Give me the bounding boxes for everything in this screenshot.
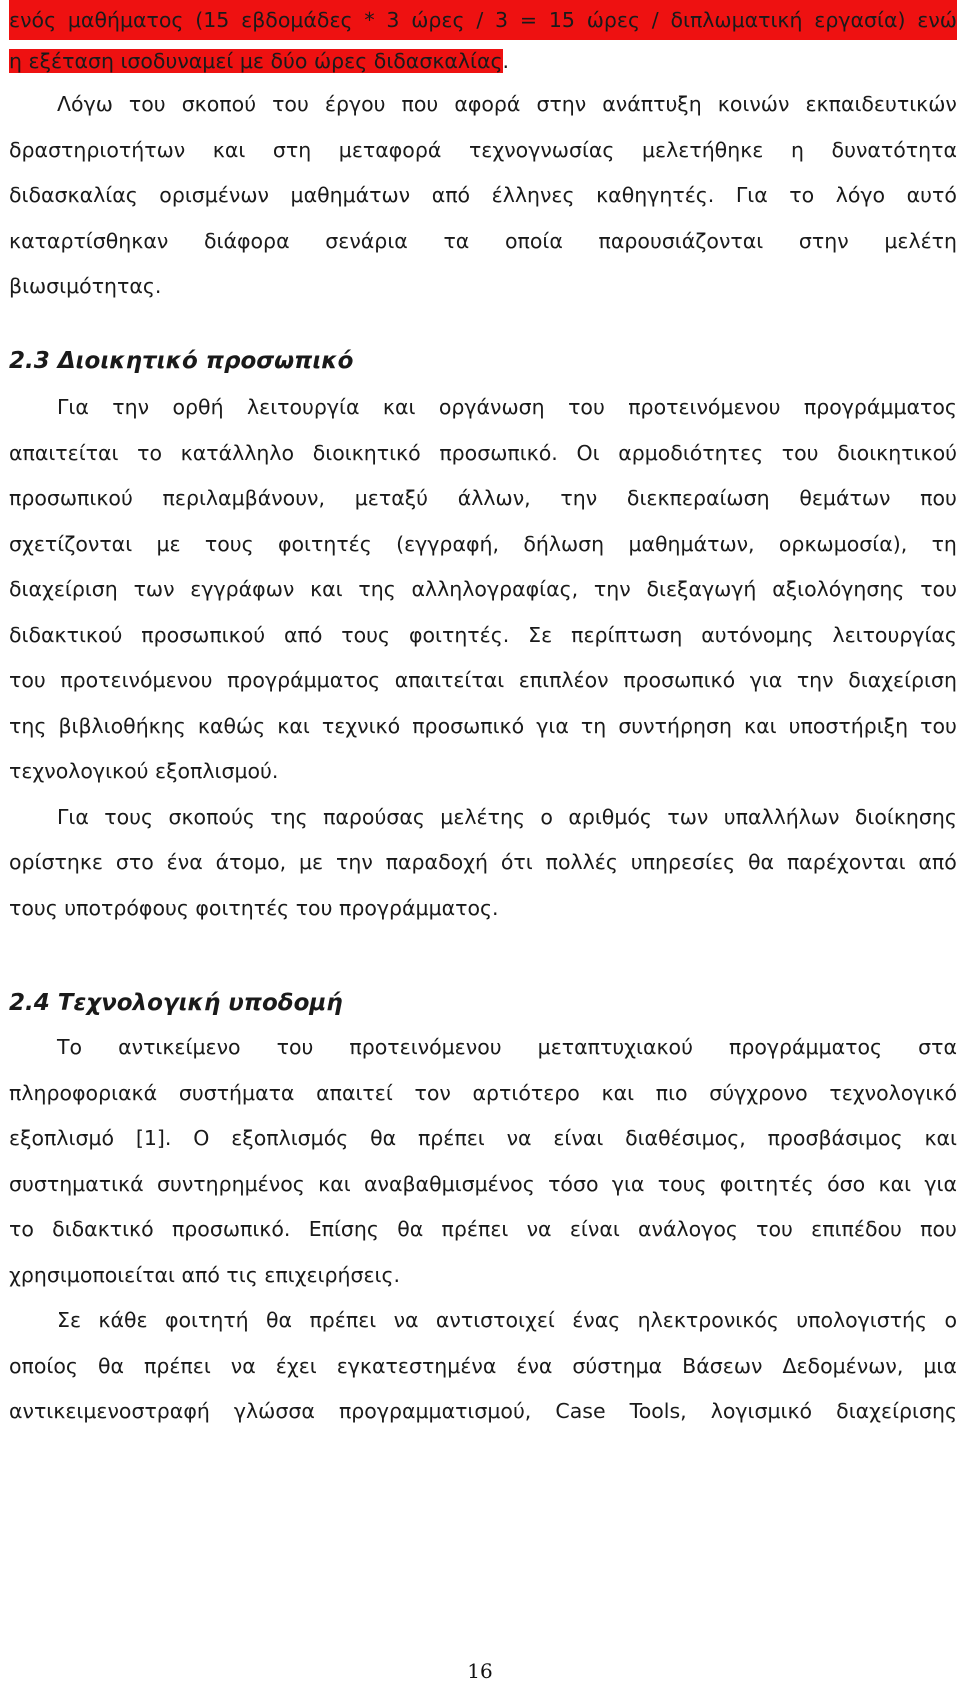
word: τους [104,804,154,829]
word: τον [414,1080,451,1105]
word: διαχείριση [848,668,957,692]
word: προτεινόμενου [628,395,781,419]
tech-line: χρησιμοποιείται από τις επιχειρήσεις. [9,1262,401,1287]
word: πληροφοριακά [9,1080,158,1105]
scope-paragraph [9,82,957,310]
word: εξοπλισμός [231,1126,349,1150]
word: προσωπικό [623,668,736,692]
word: ορίστηκε [9,850,103,874]
admin-line: τους υποτρόφους φοιτητές του προγράμματος. [9,895,499,920]
word: και [310,577,343,601]
word: μια [923,1353,957,1378]
word: αυτό [906,183,957,207]
word: διδακτικό [52,1217,154,1241]
word: του [9,668,46,692]
word: συστήματα [178,1080,295,1105]
word: την [112,395,150,419]
word: των [133,577,175,601]
word: καταρτίσθηκαν [9,228,169,253]
word: κοινών [717,92,790,116]
word: τεχνικό [321,713,401,738]
word: της [358,577,396,601]
word: εργασία) [814,8,906,32]
word: φοιτητές. [408,622,510,647]
word: προγράμματος [729,1035,883,1059]
word: απαιτείται [9,440,119,465]
word: τους [657,1171,707,1196]
word: συστηματικά [9,1171,144,1196]
word: το [789,183,815,207]
word: στα [918,1035,957,1059]
word: μελέτης [440,804,525,829]
word: κατάλληλο [180,440,295,465]
word: του [920,577,957,601]
word: διοίκησης [854,804,957,829]
word: να [506,1126,532,1150]
word: μεταφορά [338,137,442,162]
word: λόγο [835,183,886,207]
word: του [276,1035,314,1059]
word: μαθημάτων, [628,531,755,556]
word: ένας [572,1308,621,1332]
word: αντικείμενο [118,1035,241,1059]
word: των [667,804,709,829]
word: προγράμματος [227,668,381,692]
word: διαχείριση [9,577,118,601]
word: Οι [576,440,600,465]
word: του [272,92,309,116]
word: / [476,8,484,32]
word: της [270,804,308,829]
word: μαθημάτων [290,183,411,207]
word: λογισμικό [710,1399,813,1423]
word: υπαλλήλων [723,804,840,829]
word: και [744,713,777,738]
word: φοιτητές [719,1171,814,1196]
word: τη [931,531,957,556]
word: βιβλιοθήκης [58,713,186,738]
word: τη [580,713,607,738]
word: να [526,1217,552,1241]
word: υπηρεσίες [630,850,736,874]
word: ότι [500,850,533,874]
word: μεταξύ [354,486,429,510]
tech-paragraph-1 [9,1025,957,1298]
word: θα [97,1353,124,1378]
word: διοικητικό [312,440,421,465]
word: που [920,486,957,510]
tech-line [9,1162,957,1208]
word: διδακτικού [9,622,123,647]
word: για [536,713,569,738]
word: απαιτεί [316,1080,393,1105]
word: προσωπικό. [439,440,558,465]
word: καθώς [197,713,266,738]
scope-line-1 [9,82,957,128]
word: θα [748,850,775,874]
word: εξοπλισμό [9,1126,115,1150]
word: παρούσας [323,804,425,829]
word: την [796,668,834,692]
word: σύστημα [572,1353,663,1378]
tech-line [9,1116,957,1162]
word: αξιολόγησης [772,577,905,601]
highlighted-text: η εξέταση ισοδυναμεί με δύο ώρες διδασκαλίας [9,49,503,73]
tech-line [9,1071,957,1117]
word: κάθε [98,1308,148,1332]
page-number: 16 [467,1659,493,1683]
word: μαθήματος [67,8,184,32]
word: σύγχρονο [709,1080,808,1105]
word: προσωπικού [9,486,133,510]
scope-line-4 [9,219,957,265]
word: Για [735,183,768,207]
word: θα [266,1308,293,1332]
word: αλληλογραφίας, [411,577,579,601]
word: από [431,183,471,207]
word: 15 [548,8,575,32]
admin-line [9,704,957,750]
word: * [364,8,375,32]
word: οργάνωση [438,395,545,419]
word: γλώσσα [233,1399,315,1423]
word: ανάλογος [638,1217,738,1241]
word: στην [536,92,587,116]
word: και [212,137,246,162]
word: μελέτη [884,228,957,253]
word: περίπτωση [571,622,683,647]
admin-line [9,613,957,659]
section-heading-2-4: 2.4 Τεχνολογική υποδομή [9,990,343,1016]
word: που [401,92,439,116]
admin-line: τεχνολογικού εξοπλισμού. [9,759,279,783]
word: προγραμματισμού, [338,1399,532,1423]
word: προσωπικό. [171,1217,291,1241]
word: θα [397,1217,424,1241]
word: προτεινόμενου [349,1035,502,1059]
word: Βάσεων [682,1353,763,1378]
word: το [9,1217,34,1241]
word: Ο [193,1126,210,1150]
admin-line [9,567,957,613]
word: ενός [9,8,57,32]
word: διεξαγωγή [646,577,757,601]
word: συντήρηση [618,713,732,738]
word: διαχείρισης [836,1399,957,1423]
word: σχετίζονται [9,531,133,556]
word: περιλαμβάνουν, [162,486,326,510]
word: ενώ [917,8,957,32]
word: Σε [57,1308,82,1332]
word: διοικητικού [837,440,957,465]
word: το [137,440,163,465]
word: του [568,395,605,419]
word: εκπαιδευτικών [805,92,957,116]
word: υποστήριξη [788,713,909,738]
word: στο [115,850,154,874]
word: από [918,850,957,874]
word: Case [555,1399,606,1423]
word: του [781,440,819,465]
word: τα [443,228,470,253]
section-2-4-body [9,1025,957,1435]
word: την [593,577,631,601]
word: Για [57,804,89,829]
word: ορθή [172,395,224,419]
word: αντιστοιχεί [435,1308,555,1332]
word: Το [57,1035,83,1059]
word: προσωπικού [141,622,266,647]
word: προσωπικό [412,713,525,738]
word: και [277,713,310,738]
word: εγκατεστημένα [336,1353,497,1378]
word: αναβαθμισμένος [364,1171,535,1196]
word: τους [341,622,391,647]
word: σκοπού [181,92,257,116]
word: δραστηριοτήτων [9,137,186,162]
word: πρέπει [144,1353,211,1378]
word: και [382,395,416,419]
word: εγγράφων [190,577,295,601]
word: ώρες [586,8,640,32]
word: Λόγω [57,92,113,116]
word: ηλεκτρονικός [637,1308,779,1332]
word: αυτόνομης [701,622,814,647]
word: ένα [166,850,203,874]
admin-line [9,840,957,886]
word: απαιτείται [394,668,505,692]
intro-block [9,0,957,310]
word: του [756,1217,793,1241]
word: διπλωματική [670,8,803,32]
admin-line [9,431,957,477]
word: του [128,92,166,116]
word: δυνατότητα [831,137,957,162]
scope-line-5: βιωσιμότητας. [9,274,162,298]
word: διδασκαλίας [9,183,138,207]
word: ο [540,804,553,829]
word: τους [204,531,254,556]
word: μελετήθηκε [642,137,764,162]
word: αντικειμενοστραφή [9,1399,210,1423]
word: άτομο, [215,850,287,874]
word: αριθμός [568,804,652,829]
word: Δεδομένων, [782,1353,904,1378]
word: παραδοχή [385,850,488,874]
word: θεμάτων [799,486,891,510]
word: παρέχονται [786,850,906,874]
word: (εγγραφή, [396,531,499,556]
word: ανάπτυξη [602,92,702,116]
word: όσο [827,1171,866,1196]
word: / [651,8,659,32]
word: πιο [655,1080,688,1105]
word: σκοπούς [168,804,255,829]
word: δήλωση [523,531,605,556]
word: με [156,531,181,556]
word: 3 [495,8,509,32]
tech-line [9,1389,957,1435]
word: καθηγητές. [596,183,715,207]
word: για [924,1171,957,1196]
word: ένα [516,1353,553,1378]
word: αρμοδιότητες [618,440,764,465]
tech-line [9,1344,957,1390]
word: αρτιότερο [472,1080,580,1105]
word: στη [272,137,312,162]
word: διεκπεραίωση [626,486,770,510]
word: να [393,1308,419,1332]
word: ορισμένων [159,183,269,207]
word: = [519,8,538,32]
word: υπολογιστής [796,1308,928,1332]
word: φοιτητή [164,1308,249,1332]
word: σενάρια [325,228,408,253]
word: η [790,137,804,162]
word: Επίσης [308,1217,379,1241]
admin-line [9,795,957,841]
word: στην [798,228,849,253]
intro-line-1 [9,0,957,40]
tech-line [9,1207,957,1253]
word: θα [370,1126,397,1150]
highlight-tail: . [502,49,510,73]
word: τόσο [548,1171,599,1196]
scope-line-3 [9,173,957,219]
word: ώρες [411,8,465,32]
word: Σε [528,622,553,647]
word: 3 [386,8,400,32]
word: την [560,486,598,510]
word: οποία [504,228,563,253]
word: και [924,1126,957,1150]
word: του [920,713,957,738]
word: και [318,1171,351,1196]
word: με [298,850,324,874]
word: Για [57,395,89,419]
word: από [284,622,323,647]
admin-line [9,385,957,431]
word: τεχνογνωσίας [468,137,615,162]
word: εβδομάδες [241,8,353,32]
word: πολλές [545,850,618,874]
word: που [920,1217,957,1241]
word: πρέπει [441,1217,509,1241]
word: και [878,1171,912,1196]
word: την [336,850,373,874]
word: τεχνολογικό [829,1080,957,1105]
word: προτεινόμενου [60,668,213,692]
word: επιπλέον [518,668,609,692]
admin-line [9,522,957,568]
word: να [230,1353,256,1378]
word: μεταπτυχιακού [537,1035,693,1059]
word: της [9,713,47,738]
section-2-3-body [9,385,957,931]
word: λειτουργία [246,395,360,419]
word: ορκωμοσία), [778,531,908,556]
word: είναι [569,1217,620,1241]
word: για [611,1171,645,1196]
word: προγράμματος [803,395,957,419]
word: (15 [195,8,230,32]
word: έλληνες [491,183,575,207]
word: λειτουργίας [832,622,957,647]
word: διαθέσιμος, [625,1126,746,1150]
admin-line [9,658,957,704]
word: έργου [324,92,386,116]
word: για [749,668,783,692]
word: πρέπει [417,1126,485,1150]
word: οποίος [9,1353,78,1378]
word: Tools, [629,1399,687,1423]
word: [1]. [135,1126,172,1150]
word: έχει [275,1353,317,1378]
word: προσβάσιμος [767,1126,903,1150]
word: συντηρημένος [156,1171,305,1196]
admin-paragraph-2 [9,795,957,932]
word: φοιτητές [277,531,372,556]
word: πρέπει [309,1308,377,1332]
scope-line-2 [9,128,957,174]
admin-paragraph-1 [9,385,957,795]
admin-line [9,476,957,522]
word: άλλων, [457,486,531,510]
section-heading-2-3: 2.3 Διοικητικό προσωπικό [9,348,354,374]
tech-line [9,1298,957,1344]
word: είναι [553,1126,604,1150]
word: διάφορα [204,228,290,253]
word: επιπέδου [811,1217,902,1241]
word: παρουσιάζονται [598,228,764,253]
word: και [601,1080,635,1105]
intro-line-2 [9,40,957,82]
tech-paragraph-2 [9,1298,957,1435]
word: ο [944,1308,957,1332]
tech-line [9,1025,957,1071]
word: αφορά [454,92,521,116]
